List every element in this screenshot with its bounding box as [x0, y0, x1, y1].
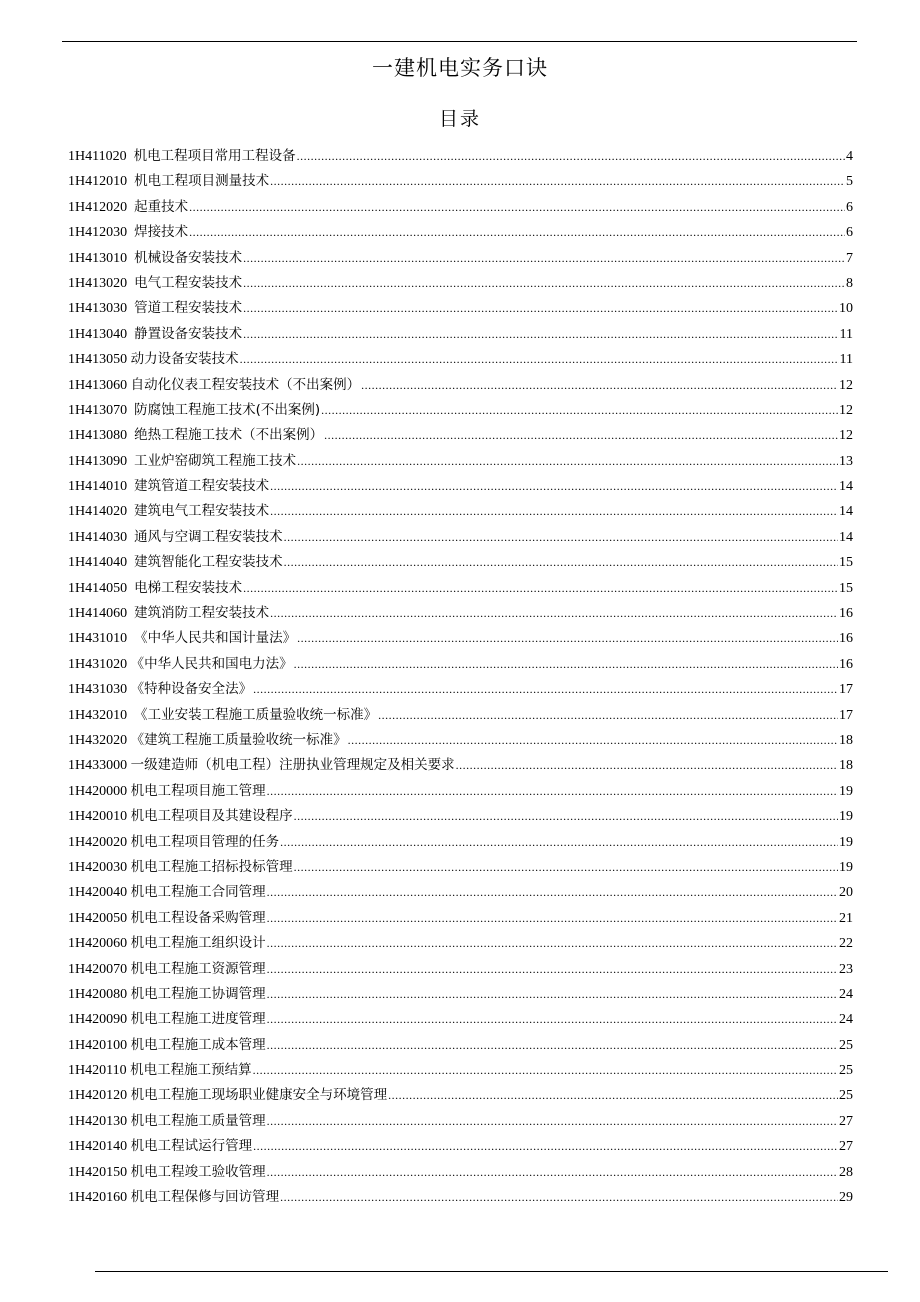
- toc-entry-title: 机电工程项目及其建设程序: [130, 808, 293, 825]
- toc-entry[interactable]: [68, 830, 853, 855]
- toc-dot-leader: [280, 830, 838, 855]
- toc-entry-code: 1H420160: [68, 1190, 128, 1206]
- toc-dot-leader: [267, 906, 838, 931]
- table-of-contents: [68, 144, 853, 1210]
- toc-entry-page: 5: [846, 174, 853, 190]
- toc-entry-title: 工业炉窑砌筑工程施工技术: [134, 452, 297, 469]
- toc-entry-page: 18: [839, 732, 853, 748]
- toc-entry-code: 1H431020: [68, 656, 128, 672]
- toc-entry[interactable]: [68, 1033, 853, 1058]
- toc-entry[interactable]: [68, 576, 853, 601]
- toc-entry-page: 6: [846, 225, 853, 241]
- toc-entry-page: 6: [846, 199, 853, 215]
- toc-entry-title: 机电工程施工现场职业健康安全与环境管理: [130, 1087, 388, 1104]
- toc-dot-leader: [267, 957, 838, 982]
- toc-entry-page: 8: [846, 275, 853, 291]
- toc-dot-leader: [243, 296, 838, 321]
- toc-entry-code: 1H420090: [68, 1012, 128, 1028]
- toc-entry-code: 1H413060: [68, 377, 128, 393]
- toc-entry-code: 1H432010: [68, 707, 128, 723]
- toc-entry-code: 1H432020: [68, 732, 128, 748]
- toc-dot-leader: [294, 652, 838, 677]
- toc-entry-code: 1H420010: [68, 809, 128, 825]
- toc-entry-title: 静置设备安装技术: [134, 325, 243, 342]
- toc-dot-leader: [267, 982, 838, 1007]
- toc-dot-leader: [270, 169, 845, 194]
- toc-entry-page: 24: [839, 1012, 853, 1028]
- toc-entry-spacer: [127, 474, 134, 499]
- toc-entry-spacer: [127, 220, 134, 245]
- toc-dot-leader: [456, 753, 838, 778]
- toc-entry-page: 21: [839, 910, 853, 926]
- toc-entry-code: 1H420110: [68, 1063, 127, 1079]
- toc-entry-page: 17: [839, 682, 853, 698]
- toc-entry[interactable]: [68, 1185, 853, 1210]
- toc-entry-code: 1H413050: [68, 352, 128, 368]
- toc-entry[interactable]: [68, 779, 853, 804]
- toc-entry-spacer: [127, 144, 134, 169]
- toc-entry[interactable]: [68, 525, 853, 550]
- toc-entry-title: 绝热工程施工技术（不出案例）: [134, 427, 324, 444]
- toc-entry-code: 1H420100: [68, 1037, 128, 1053]
- toc-entry-spacer: [127, 296, 134, 321]
- toc-entry-code: 1H420120: [68, 1088, 128, 1104]
- toc-dot-leader: [267, 1160, 838, 1185]
- toc-entry-page: 18: [839, 758, 853, 774]
- toc-entry[interactable]: [68, 373, 853, 398]
- toc-entry-page: 12: [839, 428, 853, 444]
- toc-entry-spacer: [127, 169, 134, 194]
- toc-entry-code: 1H420020: [68, 834, 128, 850]
- toc-entry-code: 1H413070: [68, 402, 128, 418]
- toc-entry-spacer: [127, 499, 134, 524]
- toc-dot-leader: [297, 449, 838, 474]
- toc-entry-code: 1H420030: [68, 859, 128, 875]
- toc-dot-leader: [267, 931, 838, 956]
- toc-entry-title: 机电工程施工质量管理: [130, 1112, 266, 1129]
- toc-entry[interactable]: [68, 1109, 853, 1134]
- toc-dot-leader: [243, 246, 845, 271]
- toc-entry-code: 1H414060: [68, 606, 128, 622]
- toc-entry-title: 《中华人民共和国电力法》: [130, 655, 293, 672]
- toc-entry-title: 建筑电气工程安装技术: [134, 503, 270, 520]
- toc-entry-page: 13: [839, 453, 853, 469]
- toc-entry-page: 28: [839, 1164, 853, 1180]
- toc-entry[interactable]: [68, 1134, 853, 1159]
- toc-dot-leader: [253, 1058, 838, 1083]
- toc-dot-leader: [267, 779, 838, 804]
- toc-entry-spacer: [127, 271, 134, 296]
- toc-dot-leader: [189, 195, 845, 220]
- document-title: 一建机电实务口诀: [372, 56, 548, 80]
- toc-entry-page: 16: [839, 606, 853, 622]
- toc-entry[interactable]: [68, 880, 853, 905]
- toc-entry-spacer: [127, 703, 134, 728]
- toc-entry-code: 1H412010: [68, 174, 128, 190]
- toc-entry[interactable]: [68, 499, 853, 524]
- toc-entry-page: 25: [839, 1088, 853, 1104]
- toc-entry-title: 机电工程施工成本管理: [130, 1036, 266, 1053]
- toc-entry-page: 19: [839, 783, 853, 799]
- toc-entry-title: 《工业安装工程施工质量验收统一标准》: [134, 706, 378, 723]
- toc-dot-leader: [243, 271, 845, 296]
- toc-entry-page: 25: [839, 1063, 853, 1079]
- footer-rule: [95, 1271, 888, 1272]
- toc-dot-leader: [297, 626, 838, 651]
- toc-entry-page: 7: [846, 250, 853, 266]
- toc-entry-page: 10: [839, 301, 853, 317]
- toc-entry-spacer: [127, 398, 134, 423]
- toc-entry[interactable]: [68, 957, 853, 982]
- toc-dot-leader: [348, 728, 838, 753]
- toc-entry[interactable]: [68, 169, 853, 194]
- toc-dot-leader: [253, 1134, 838, 1159]
- toc-dot-leader: [378, 703, 838, 728]
- toc-entry-page: 22: [839, 936, 853, 952]
- toc-entry-code: 1H413090: [68, 453, 128, 469]
- toc-entry-title: 机电工程施工进度管理: [130, 1011, 266, 1028]
- toc-entry-title: 管道工程安装技术: [134, 300, 243, 317]
- toc-entry-code: 1H413040: [68, 326, 128, 342]
- toc-entry-spacer: [127, 322, 134, 347]
- toc-entry-page: 20: [839, 885, 853, 901]
- toc-entry-page: 27: [839, 1113, 853, 1129]
- toc-entry[interactable]: [68, 398, 853, 423]
- toc-heading: 目录: [438, 108, 481, 130]
- toc-entry-spacer: [127, 423, 134, 448]
- toc-entry-title: 机械设备安装技术: [134, 249, 243, 266]
- toc-entry-page: 29: [839, 1190, 853, 1206]
- toc-entry-code: 1H412020: [68, 199, 128, 215]
- toc-entry-title: 建筑消防工程安装技术: [134, 605, 270, 622]
- toc-dot-leader: [253, 677, 838, 702]
- toc-entry-title: 电气工程安装技术: [134, 274, 243, 291]
- toc-entry-page: 25: [839, 1037, 853, 1053]
- toc-entry-code: 1H414010: [68, 479, 128, 495]
- toc-entry-code: 1H420070: [68, 961, 128, 977]
- toc-entry-spacer: [127, 246, 134, 271]
- toc-entry[interactable]: [68, 601, 853, 626]
- toc-entry-code: 1H420060: [68, 936, 128, 952]
- toc-entry-title: 机电工程项目常用工程设备: [133, 148, 296, 164]
- toc-entry[interactable]: [68, 1007, 853, 1032]
- toc-entry[interactable]: [68, 1083, 853, 1108]
- toc-entry-page: 19: [839, 809, 853, 825]
- toc-entry[interactable]: [68, 906, 853, 931]
- toc-entry-spacer: [127, 195, 134, 220]
- toc-entry-code: 1H413010: [68, 250, 128, 266]
- toc-entry[interactable]: [68, 423, 853, 448]
- toc-entry-page: 11: [839, 352, 853, 368]
- toc-entry-code: 1H420150: [68, 1164, 128, 1180]
- toc-entry-spacer: [127, 626, 134, 651]
- toc-entry-code: 1H420050: [68, 910, 128, 926]
- toc-entry-title: 机电工程项目施工管理: [130, 782, 266, 799]
- toc-entry[interactable]: [68, 982, 853, 1007]
- toc-entry-code: 1H414040: [68, 555, 128, 571]
- toc-entry[interactable]: [68, 1160, 853, 1185]
- toc-entry-spacer: [127, 550, 134, 575]
- toc-dot-leader: [267, 1033, 838, 1058]
- toc-entry-code: 1H413020: [68, 275, 128, 291]
- toc-entry-spacer: [127, 601, 134, 626]
- toc-dot-leader: [294, 804, 838, 829]
- toc-entry[interactable]: [68, 322, 853, 347]
- toc-entry[interactable]: [68, 347, 853, 372]
- toc-entry[interactable]: [68, 728, 853, 753]
- toc-dot-leader: [243, 322, 838, 347]
- toc-entry-title: 机电工程施工协调管理: [130, 985, 266, 1002]
- toc-dot-leader: [280, 1185, 838, 1210]
- toc-entry[interactable]: [68, 677, 853, 702]
- toc-entry-title: 一级建造师（机电工程）注册执业管理规定及相关要求: [130, 757, 455, 774]
- toc-entry-page: 15: [839, 555, 853, 571]
- toc-dot-leader: [388, 1083, 838, 1108]
- toc-dot-leader: [267, 1109, 838, 1134]
- toc-entry-page: 14: [839, 479, 853, 495]
- toc-entry-title: 机电工程施工招标投标管理: [130, 858, 293, 875]
- toc-entry-page: 23: [839, 961, 853, 977]
- toc-entry-page: 24: [839, 986, 853, 1002]
- toc-entry[interactable]: [68, 931, 853, 956]
- toc-dot-leader: [284, 550, 838, 575]
- toc-entry-title: 机电工程项目测量技术: [134, 173, 270, 190]
- toc-entry-code: 1H420040: [68, 885, 128, 901]
- toc-entry-title: 自动化仪表工程安装技术（不出案例）: [130, 376, 361, 393]
- toc-entry[interactable]: [68, 550, 853, 575]
- toc-entry-title: 建筑智能化工程安装技术: [134, 554, 283, 571]
- toc-entry-code: 1H431030: [68, 682, 128, 698]
- toc-entry-page: 27: [839, 1139, 853, 1155]
- toc-entry[interactable]: [68, 652, 853, 677]
- toc-entry[interactable]: [68, 144, 853, 169]
- toc-dot-leader: [297, 144, 845, 169]
- toc-entry[interactable]: [68, 855, 853, 880]
- toc-dot-leader: [270, 499, 838, 524]
- toc-entry-title: 建筑管道工程安装技术: [134, 478, 270, 495]
- toc-entry-spacer: [127, 525, 134, 550]
- toc-entry-title: 机电工程项目管理的任务: [130, 833, 280, 850]
- toc-entry-title: 《特种设备安全法》: [130, 681, 253, 698]
- toc-entry-code: 1H433000: [68, 758, 128, 774]
- toc-entry-title: 机电工程设备采购管理: [130, 909, 266, 926]
- toc-entry-title: 《中华人民共和国计量法》: [134, 630, 297, 647]
- toc-entry-page: 15: [839, 580, 853, 596]
- toc-dot-leader: [294, 855, 838, 880]
- toc-entry[interactable]: [68, 753, 853, 778]
- toc-entry[interactable]: [68, 703, 853, 728]
- toc-entry-title: 机电工程施工资源管理: [130, 960, 266, 977]
- toc-dot-leader: [267, 880, 838, 905]
- toc-entry[interactable]: [68, 474, 853, 499]
- toc-dot-leader: [361, 373, 838, 398]
- toc-entry-title: 电梯工程安装技术: [134, 579, 243, 596]
- toc-entry-spacer: [127, 449, 134, 474]
- toc-dot-leader: [243, 576, 838, 601]
- toc-entry-code: 1H413080: [68, 428, 128, 444]
- toc-entry-code: 1H414020: [68, 504, 128, 520]
- toc-entry-code: 1H431010: [68, 631, 128, 647]
- header-rule: [62, 41, 857, 42]
- toc-entry[interactable]: [68, 1058, 853, 1083]
- toc-entry-code: 1H420130: [68, 1113, 128, 1129]
- toc-dot-leader: [321, 398, 838, 423]
- toc-entry-title: 起重技术: [134, 198, 189, 215]
- toc-entry-spacer: [127, 576, 134, 601]
- toc-dot-leader: [189, 220, 845, 245]
- toc-entry-title: 机电工程试运行管理: [130, 1138, 253, 1155]
- toc-entry-page: 4: [846, 149, 853, 164]
- toc-entry-title: 机电工程施工组织设计: [130, 935, 266, 952]
- toc-entry-page: 12: [839, 402, 853, 418]
- toc-entry-page: 14: [839, 504, 853, 520]
- toc-dot-leader: [240, 347, 839, 372]
- toc-entry-code: 1H413030: [68, 301, 128, 317]
- toc-entry-page: 11: [839, 326, 853, 342]
- toc-dot-leader: [267, 1007, 838, 1032]
- toc-entry-title: 动力设备安装技术: [130, 351, 239, 368]
- toc-dot-leader: [270, 601, 838, 626]
- toc-entry[interactable]: [68, 246, 853, 271]
- toc-dot-leader: [324, 423, 838, 448]
- toc-entry-title: 机电工程竣工验收管理: [130, 1163, 266, 1180]
- toc-entry-page: 16: [839, 631, 853, 647]
- toc-entry-title: 机电工程施工预结算: [130, 1062, 252, 1079]
- toc-entry[interactable]: [68, 220, 853, 245]
- toc-entry-title: 机电工程施工合同管理: [130, 884, 266, 901]
- toc-entry-page: 19: [839, 834, 853, 850]
- toc-entry[interactable]: [68, 449, 853, 474]
- toc-entry-title: 焊接技术: [134, 224, 189, 241]
- toc-entry-code: 1H412030: [68, 225, 128, 241]
- toc-dot-leader: [270, 474, 838, 499]
- toc-entry-title: 机电工程保修与回访管理: [130, 1189, 280, 1206]
- toc-entry-code: 1H420080: [68, 986, 128, 1002]
- toc-entry-title: 防腐蚀工程施工技术(不出案例): [134, 401, 321, 418]
- toc-entry-page: 19: [839, 859, 853, 875]
- toc-entry-code: 1H420140: [68, 1139, 128, 1155]
- toc-entry[interactable]: [68, 626, 853, 651]
- toc-entry[interactable]: [68, 195, 853, 220]
- toc-dot-leader: [284, 525, 838, 550]
- toc-entry-page: 12: [839, 377, 853, 393]
- toc-entry-code: 1H420000: [68, 783, 128, 799]
- toc-entry[interactable]: [68, 804, 853, 829]
- toc-entry-page: 14: [839, 529, 853, 545]
- toc-entry-code: 1H414030: [68, 529, 128, 545]
- toc-entry-page: 17: [839, 707, 853, 723]
- toc-entry[interactable]: [68, 271, 853, 296]
- toc-entry-title: 通风与空调工程安装技术: [134, 528, 283, 545]
- toc-entry-code: 1H414050: [68, 580, 128, 596]
- toc-entry[interactable]: [68, 296, 853, 321]
- toc-entry-title: 《建筑工程施工质量验收统一标准》: [130, 731, 347, 748]
- toc-entry-code: 1H411020: [68, 149, 127, 164]
- toc-entry-page: 16: [839, 656, 853, 672]
